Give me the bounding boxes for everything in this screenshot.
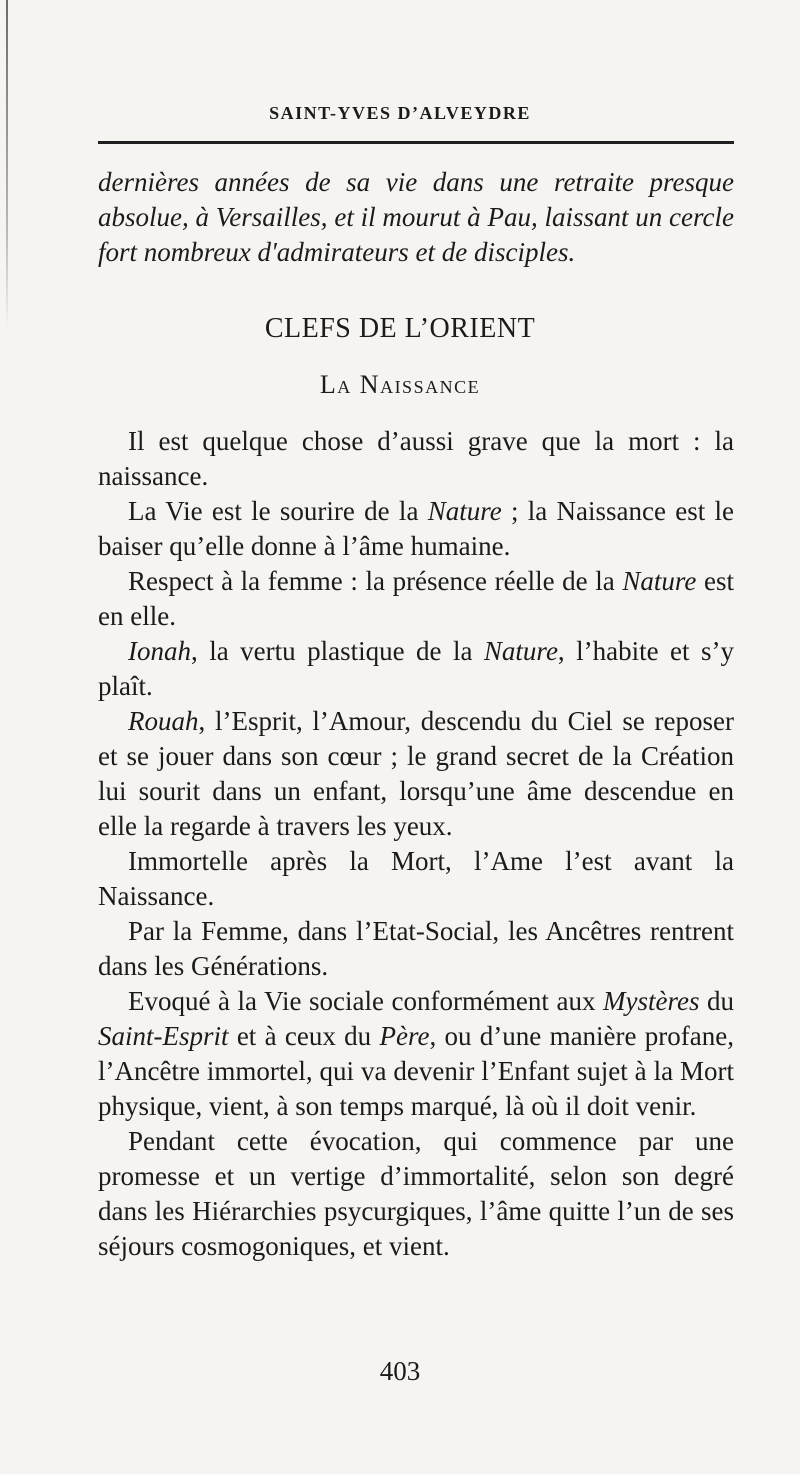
header-rule xyxy=(98,141,734,144)
text-run: Immortelle après la Mort, l’Ame l’est avant la Naissance. xyxy=(98,846,734,911)
body-paragraph xyxy=(98,984,734,1124)
text-run: La Vie est le sourire de la xyxy=(128,496,428,526)
section-subtitle: La Naissance xyxy=(319,370,481,399)
italic-term: Nature xyxy=(427,496,502,526)
italic-term: Ionah xyxy=(128,636,191,666)
text-run: et à ceux du xyxy=(228,1021,380,1051)
text-run: Pendant cette évocation, qui commence par une promesse et un vertige d’immortalité, selon son degré dans les Hiérarchies psycurgiques, l’âme quitte l’un de ses séjours cosmogoniques, et vient. xyxy=(98,1126,734,1261)
text-run: Respect à la femme : la présence réelle de la xyxy=(128,566,623,596)
text-run: du xyxy=(699,986,734,1016)
text-run: Evoqué à la Vie sociale conformément aux xyxy=(128,986,603,1016)
text-run: Par la Femme, dans l’Etat-Social, les Ancêtres rentrent dans les Générations. xyxy=(98,916,734,981)
text-run: est en elle. xyxy=(98,566,734,631)
italic-term: Nature xyxy=(483,636,558,666)
italic-term: Père xyxy=(379,1021,430,1051)
text-run: , l’Esprit, l’Amour, descendu du Ciel se reposer et se jouer dans son cœur ; le grand secret de la Création lui sourit dans un enfant, lorsqu’une âme descendue en elle la regarde à travers les yeux. xyxy=(98,706,734,841)
body-paragraph xyxy=(98,564,734,634)
body-text xyxy=(98,424,734,1264)
body-paragraph xyxy=(98,1124,734,1264)
running-head: SAINT-YVES D’ALVEYDRE xyxy=(269,103,531,123)
text-run: Il est quelque chose d’aussi grave que la mort : la naissance. xyxy=(98,426,734,491)
body-paragraph xyxy=(98,424,734,494)
text-run: , l’habite et s’y plaît. xyxy=(98,636,734,701)
page-number: 403 xyxy=(379,1356,421,1386)
italic-term: Saint-Esprit xyxy=(98,1021,229,1051)
body-paragraph xyxy=(98,914,734,984)
text-run: ; la Naissance est le baiser qu’elle donne à l’âme humaine. xyxy=(98,496,734,561)
body-paragraph xyxy=(98,704,734,844)
page-edge-shadow xyxy=(6,0,8,330)
text-run: , la vertu plastique de la xyxy=(191,636,484,666)
text-run: , ou d’une manière profane, l’Ancêtre immortel, qui va devenir l’Enfant sujet à la Mort physique, vient, à son temps marqué, là où il doit venir. xyxy=(98,1021,735,1121)
body-paragraph xyxy=(98,844,734,914)
body-paragraph xyxy=(98,634,734,704)
italic-term: Rouah xyxy=(128,706,199,736)
italic-term: Nature xyxy=(622,566,697,596)
italic-term: Mystères xyxy=(602,986,700,1016)
section-title: CLEFS DE L’ORIENT xyxy=(264,313,536,344)
body-paragraph xyxy=(98,494,734,564)
intro-paragraph: dernières années de sa vie dans une retraite presque absolue, à Versailles, et il mourut à Pau, laissant un cercle fort nombreux d'admirateurs et de disciples. xyxy=(98,167,734,267)
